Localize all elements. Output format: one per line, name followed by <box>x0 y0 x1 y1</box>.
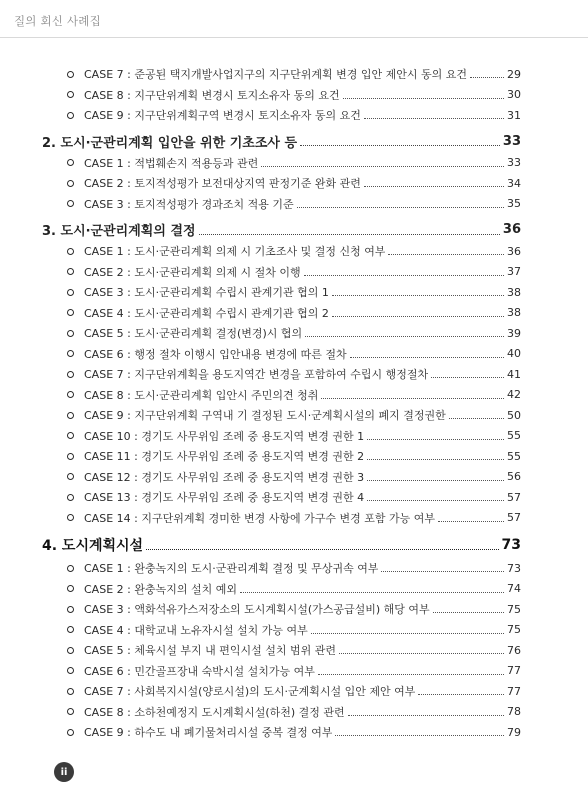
toc-entry[interactable] <box>0 722 521 743</box>
table-of-contents <box>0 64 588 743</box>
toc-page-number: 33 <box>507 156 521 170</box>
toc-entry-title: CASE 4 : 대학교내 노유자시설 설치 가능 여부 <box>84 623 308 637</box>
toc-page-number: 77 <box>507 684 521 698</box>
toc-entry[interactable] <box>0 508 521 529</box>
dot-leader <box>339 652 504 654</box>
dot-leader <box>381 570 504 572</box>
dot-leader <box>348 714 504 716</box>
toc-entry[interactable] <box>0 153 521 174</box>
toc-entry-title: CASE 8 : 소하천예정지 도시계획시설(하천) 결정 관련 <box>84 705 345 719</box>
toc-entry[interactable] <box>0 558 521 579</box>
circle-bullet-icon <box>67 91 74 98</box>
circle-bullet-icon <box>67 330 74 337</box>
toc-entry-title: CASE 9 : 하수도 내 폐기물처리시설 중복 결정 여부 <box>84 726 333 740</box>
toc-entry-title: CASE 1 : 도시·군관리계획 의제 시 기초조사 및 결정 신청 여부 <box>84 245 386 259</box>
toc-entry-title: CASE 14 : 지구단위계획 경미한 변경 사항에 가구수 변경 포함 가능 여부 <box>84 511 435 525</box>
dot-leader <box>364 117 504 119</box>
toc-page-number: 56 <box>507 470 521 484</box>
toc-entry[interactable] <box>0 467 521 488</box>
circle-bullet-icon <box>67 112 74 119</box>
toc-entry-title: CASE 6 : 민간골프장내 숙박시설 설치가능 여부 <box>84 664 315 678</box>
page-header <box>0 0 588 40</box>
toc-entry[interactable] <box>0 323 521 344</box>
circle-bullet-icon <box>67 606 74 613</box>
dot-leader <box>364 185 504 187</box>
toc-entry-title: CASE 7 : 지구단위계획을 용도지역간 변경을 포함하여 수립시 행정절차 <box>84 368 429 382</box>
dot-leader <box>433 611 504 613</box>
toc-entry-title: CASE 10 : 경기도 사무위임 조례 중 용도지역 변경 권한 1 <box>84 429 365 443</box>
toc-entry[interactable] <box>0 282 521 303</box>
toc-entry-title: CASE 9 : 지구단위계획구역 변경시 토지소유자 동의 요건 <box>84 109 361 123</box>
circle-bullet-icon <box>67 412 74 419</box>
toc-entry[interactable] <box>0 85 521 106</box>
dot-leader <box>388 253 504 255</box>
toc-entry[interactable] <box>0 702 521 723</box>
toc-page-number: 55 <box>507 449 521 463</box>
toc-page-number: 34 <box>507 176 521 190</box>
circle-bullet-icon <box>67 159 74 166</box>
toc-page-number: 30 <box>507 88 521 102</box>
circle-bullet-icon <box>67 432 74 439</box>
toc-entry[interactable] <box>0 579 521 600</box>
toc-entry-title: CASE 6 : 행정 절차 이행시 입안내용 변경에 따른 절차 <box>84 347 347 361</box>
circle-bullet-icon <box>67 494 74 501</box>
toc-entry[interactable] <box>0 344 521 365</box>
circle-bullet-icon <box>67 200 74 207</box>
circle-bullet-icon <box>67 289 74 296</box>
toc-entry[interactable] <box>0 446 521 467</box>
toc-page-number: 75 <box>507 623 521 637</box>
circle-bullet-icon <box>67 180 74 187</box>
dot-leader <box>470 76 504 78</box>
circle-bullet-icon <box>67 565 74 572</box>
dot-leader <box>261 165 504 167</box>
toc-entry[interactable] <box>0 173 521 194</box>
dot-leader <box>418 693 504 695</box>
dot-leader <box>318 673 504 675</box>
toc-entry[interactable] <box>0 640 521 661</box>
circle-bullet-icon <box>67 647 74 654</box>
toc-page-number: 40 <box>507 347 521 361</box>
toc-entry-title: CASE 3 : 액화석유가스저장소의 도시계획시설(가스공급설비) 해당 여부 <box>84 603 430 617</box>
toc-page-number: 41 <box>507 367 521 381</box>
toc-entry-title: CASE 8 : 지구단위계획 변경시 토지소유자 동의 요건 <box>84 88 340 102</box>
toc-page-number: 29 <box>507 67 521 81</box>
toc-page-number: 39 <box>507 326 521 340</box>
toc-entry-title: CASE 1 : 완충녹지의 도시·군관리계획 결정 및 무상귀속 여부 <box>84 562 379 576</box>
toc-page-number: 36 <box>502 222 521 237</box>
circle-bullet-icon <box>67 688 74 695</box>
toc-entry-title: CASE 7 : 준공된 택지개발사업지구의 지구단위계획 변경 입안 제안시 동의 요건 <box>84 68 467 82</box>
toc-entry-title: 3. 도시·군관리계획의 결정 <box>42 224 196 239</box>
circle-bullet-icon <box>67 473 74 480</box>
toc-entry-title: 4. 도시계획시설 <box>42 538 144 554</box>
toc-entry-title: CASE 2 : 완충녹지의 설치 예외 <box>84 582 237 596</box>
toc-page-number: 55 <box>507 429 521 443</box>
toc-entry-title: CASE 2 : 토지적성평가 보전대상지역 판정기준 완화 관련 <box>84 177 361 191</box>
toc-entry-title: CASE 3 : 도시·군관리계획 수립시 관계기관 협의 1 <box>84 286 329 300</box>
toc-page-number: 50 <box>507 408 521 422</box>
dot-leader <box>305 335 504 337</box>
toc-section-heading[interactable] <box>0 130 521 153</box>
toc-page-number: 37 <box>507 265 521 279</box>
toc-entry[interactable] <box>0 64 521 85</box>
toc-entry-title: CASE 2 : 도시·군관리계획 의제 시 절차 이행 <box>84 265 301 279</box>
toc-page-number: 36 <box>507 244 521 258</box>
circle-bullet-icon <box>67 708 74 715</box>
dot-leader <box>300 144 500 146</box>
circle-bullet-icon <box>67 729 74 736</box>
toc-entry[interactable] <box>0 661 521 682</box>
circle-bullet-icon <box>67 453 74 460</box>
dot-leader <box>449 417 504 419</box>
toc-section-heading[interactable] <box>0 532 521 558</box>
dot-leader <box>332 294 504 296</box>
toc-entry-title: CASE 1 : 적법훼손지 적용등과 관련 <box>84 156 259 170</box>
toc-entry[interactable] <box>0 599 521 620</box>
toc-page-number: 73 <box>501 537 521 553</box>
toc-page-number: 57 <box>507 490 521 504</box>
circle-bullet-icon <box>67 585 74 592</box>
toc-entry[interactable] <box>0 194 521 215</box>
dot-leader <box>146 548 498 550</box>
toc-entry-title: CASE 3 : 토지적성평가 경과조치 적용 기준 <box>84 197 294 211</box>
circle-bullet-icon <box>67 626 74 633</box>
dot-leader <box>199 233 500 235</box>
dot-leader <box>367 438 504 440</box>
toc-page-number: 33 <box>502 133 521 149</box>
toc-entry[interactable] <box>0 681 521 702</box>
circle-bullet-icon <box>67 248 74 255</box>
toc-entry-title: CASE 13 : 경기도 사무위임 조례 중 용도지역 변경 권한 4 <box>84 491 365 505</box>
toc-entry[interactable] <box>0 364 521 385</box>
dot-leader <box>367 479 504 481</box>
toc-page-number: 75 <box>507 602 521 616</box>
toc-page-number: 76 <box>507 643 521 657</box>
circle-bullet-icon <box>67 391 74 398</box>
circle-bullet-icon <box>67 268 74 275</box>
toc-entry[interactable] <box>0 426 521 447</box>
circle-bullet-icon <box>67 71 74 78</box>
toc-page-number: 74 <box>507 582 521 596</box>
toc-entry-title: CASE 8 : 도시·군관리계획 입안시 주민의견 청취 <box>84 388 319 402</box>
toc-entry[interactable] <box>0 262 521 283</box>
toc-entry[interactable] <box>0 405 521 426</box>
circle-bullet-icon <box>67 667 74 674</box>
toc-page-number: 79 <box>507 725 521 739</box>
dot-leader <box>431 376 504 378</box>
circle-bullet-icon <box>67 350 74 357</box>
toc-page-number: 42 <box>507 388 521 402</box>
header-title: 질의 회신 사례집 <box>14 14 101 28</box>
toc-page-number: 38 <box>507 285 521 299</box>
toc-page-number: 31 <box>507 108 521 122</box>
toc-entry[interactable] <box>0 241 521 262</box>
toc-entry-title: 2. 도시·군관리계획 입안을 위한 기초조사 등 <box>42 135 298 151</box>
toc-section-heading[interactable] <box>0 218 521 241</box>
toc-entry-title: CASE 7 : 사회복지시설(양로시설)의 도시·군계획시설 입안 제안 여부 <box>84 685 416 699</box>
toc-page-number: 77 <box>507 664 521 678</box>
dot-leader <box>438 520 504 522</box>
dot-leader <box>321 397 504 399</box>
dot-leader <box>304 274 504 276</box>
dot-leader <box>311 632 504 634</box>
toc-entry[interactable] <box>0 105 521 126</box>
toc-entry-title: CASE 4 : 도시·군관리계획 수립시 관계기관 협의 2 <box>84 306 329 320</box>
toc-entry-title: CASE 5 : 도시·군관리계획 결정(변경)시 협의 <box>84 327 303 341</box>
toc-entry[interactable] <box>0 487 521 508</box>
toc-page-number: 57 <box>507 511 521 525</box>
toc-entry-title: CASE 9 : 지구단위계획 구역내 기 결정된 도시·군계획시설의 폐지 결정권한 <box>84 409 446 423</box>
toc-page-number: 73 <box>507 561 521 575</box>
header-divider <box>0 37 588 38</box>
toc-entry[interactable] <box>0 385 521 406</box>
dot-leader <box>332 315 504 317</box>
toc-entry[interactable] <box>0 620 521 641</box>
toc-page-number: 78 <box>507 705 521 719</box>
toc-page-number: 38 <box>507 306 521 320</box>
toc-page-number: 35 <box>507 197 521 211</box>
circle-bullet-icon <box>67 371 74 378</box>
toc-entry-title: CASE 5 : 체육시설 부지 내 편익시설 설치 범위 관련 <box>84 644 336 658</box>
circle-bullet-icon <box>67 309 74 316</box>
dot-leader <box>240 591 504 593</box>
dot-leader <box>297 206 504 208</box>
dot-leader <box>343 97 504 99</box>
dot-leader <box>350 356 504 358</box>
toc-entry-title: CASE 11 : 경기도 사무위임 조례 중 용도지역 변경 권한 2 <box>84 450 365 464</box>
dot-leader <box>335 734 504 736</box>
dot-leader <box>367 499 504 501</box>
toc-entry-title: CASE 12 : 경기도 사무위임 조례 중 용도지역 변경 권한 3 <box>84 470 365 484</box>
page-number-badge: ii <box>54 762 74 782</box>
circle-bullet-icon <box>67 514 74 521</box>
dot-leader <box>367 458 504 460</box>
toc-entry[interactable] <box>0 303 521 324</box>
